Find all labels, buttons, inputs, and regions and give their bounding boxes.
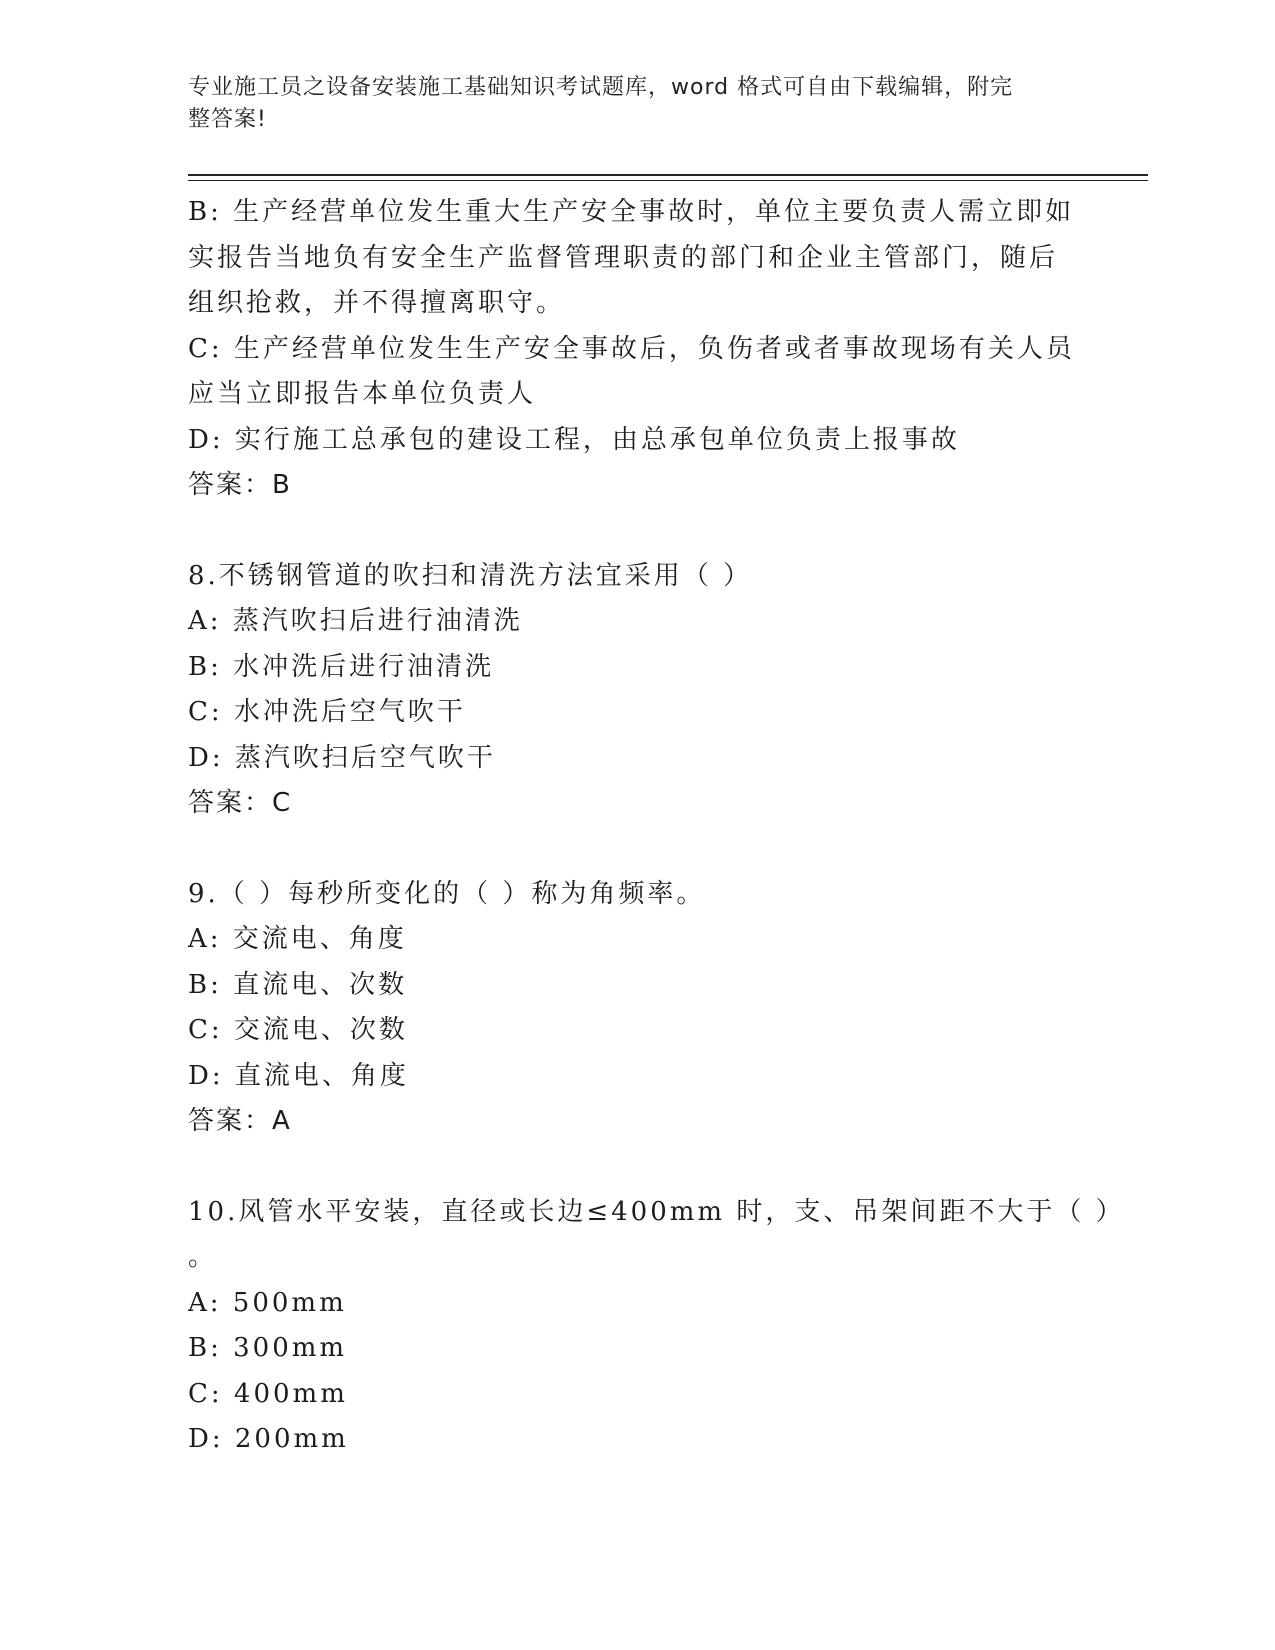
q8-option-d: D: 蒸汽吹扫后空气吹干	[188, 742, 496, 773]
q8-option-c: C: 水冲洗后空气吹干	[188, 697, 466, 727]
question-8	[188, 554, 1088, 827]
q7-answer: 答案：B	[188, 470, 292, 500]
q10-question-line-1: 10.风管水平安装，直径或长边≤400mm 时，支、吊架间距不大于（ ）	[188, 1196, 1125, 1227]
q10-question-line-2: 。	[188, 1242, 218, 1272]
q9-option-c: C: 交流电、次数	[188, 1015, 408, 1045]
q10-option-c: C: 400mm	[188, 1378, 348, 1409]
document-header	[188, 72, 1068, 136]
q9-option-b: B: 直流电、次数	[188, 969, 408, 1000]
q7-option-d: D: 实行施工总承包的建设工程，由总承包单位负责上报事故	[188, 424, 960, 455]
q8-question: 8.不锈钢管道的吹扫和清洗方法宜采用（ ）	[188, 560, 753, 591]
q10-option-b: B: 300mm	[188, 1333, 348, 1363]
q9-option-d: D: 直流电、角度	[188, 1060, 409, 1091]
header-line-1: 专业施工员之设备安装施工基础知识考试题库，word 格式可自由下载编辑，附完	[188, 75, 1014, 100]
q7-option-b-line-3: 组织抢救，并不得擅离职守。	[188, 288, 566, 318]
spacer	[188, 827, 1088, 872]
header-divider-thin	[188, 180, 1148, 181]
q8-answer: 答案：C	[188, 788, 293, 818]
question-9	[188, 872, 1088, 1145]
q9-option-a: A: 交流电、角度	[188, 924, 407, 954]
q9-answer: 答案：A	[188, 1106, 292, 1136]
q8-option-b: B: 水冲洗后进行油清洗	[188, 651, 495, 682]
q10-option-d: D: 200mm	[188, 1424, 349, 1454]
spacer	[188, 509, 1088, 554]
q10-option-a: A: 500mm	[188, 1287, 347, 1318]
question-list	[188, 190, 1125, 1463]
q7-option-b-line-2: 实报告当地负有安全生产监督管理职责的部门和企业主管部门，随后	[188, 242, 1059, 273]
header-divider-thick	[188, 174, 1148, 176]
header-line-2: 整答案!	[188, 107, 267, 132]
q7-option-c-line-1: C: 生产经营单位发生生产安全事故后，负伤者或者事故现场有关人员	[188, 333, 1075, 364]
q8-option-a: A: 蒸汽吹扫后进行油清洗	[188, 606, 523, 636]
spacer	[188, 1145, 1088, 1190]
q7-option-c-line-2: 应当立即报告本单位负责人	[188, 379, 537, 409]
question-10	[188, 1190, 1125, 1463]
question-7	[188, 190, 1088, 509]
q7-option-b-line-1: B: 生产经营单位发生重大生产安全事故时，单位主要负责人需立即如	[188, 197, 1075, 227]
q9-question: 9.（ ）每秒所变化的（ ）称为角频率。	[188, 878, 706, 909]
